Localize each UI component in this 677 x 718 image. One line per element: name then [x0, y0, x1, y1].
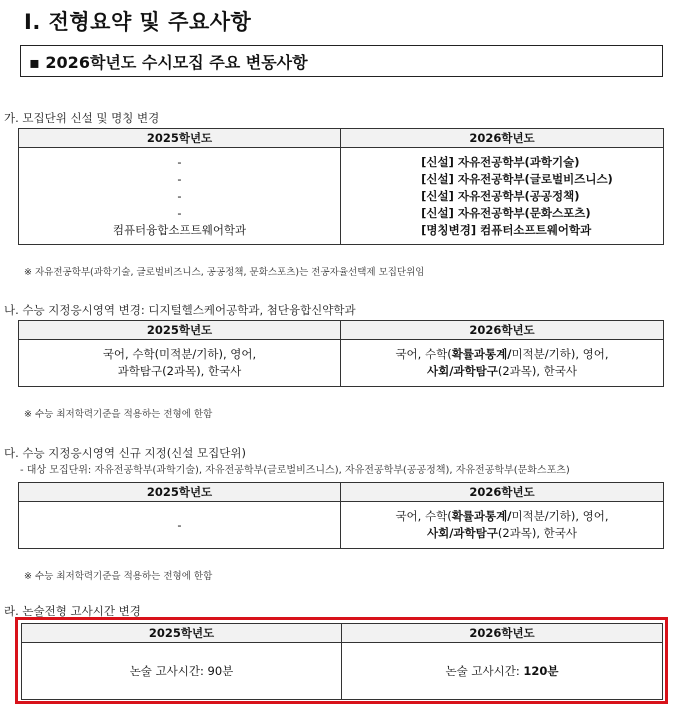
section-b-left-cell [19, 340, 341, 387]
section-c-note: ※ 수능 최저학력기준을 적용하는 전형에 한함 [24, 571, 213, 582]
table-header-row [19, 483, 664, 502]
bold-text: 사회/과학탐구 [426, 364, 498, 378]
right-line: [신설] 자유전공학부(공공정책) [421, 188, 580, 203]
right-line: [신설] 자유전공학부(글로벌비즈니스) [421, 171, 613, 186]
bold-text: 확률과통계/ [451, 347, 512, 361]
section-b-note: ※ 수능 최저학력기준을 적용하는 전형에 한함 [24, 409, 213, 420]
section-a-right-cell [341, 148, 664, 245]
table-header-row [19, 129, 664, 148]
right-line: [신설] 자유전공학부(문화스포츠) [421, 205, 591, 220]
section-c-table [18, 482, 664, 549]
right-line [347, 363, 657, 380]
bold-text: 사회/과학탐구 [426, 526, 498, 540]
col-2026: 2026학년도 [342, 624, 663, 643]
right-line [347, 525, 657, 542]
section-b-right-cell [341, 340, 664, 387]
section-a-table [18, 128, 664, 245]
table-row [19, 502, 664, 549]
table-row [19, 340, 664, 387]
text: (2과목), 한국사 [497, 364, 577, 378]
col-2025: 2025학년도 [22, 624, 342, 643]
table-row [22, 643, 663, 700]
section-d-left-cell: 논술 고사시간: 90분 [22, 643, 342, 700]
col-2025: 2025학년도 [19, 129, 341, 148]
section-c-left-cell: - [19, 502, 341, 549]
bold-text: 120분 [523, 663, 559, 678]
left-line: - [177, 205, 182, 220]
left-line: 국어, 수학(미적분/기하), 영어, [102, 347, 257, 361]
right-line: [신설] 자유전공학부(과학기술) [421, 154, 580, 169]
section-b-table [18, 320, 664, 387]
bold-text: 확률과통계/ [451, 509, 512, 523]
section-a-note: ※ 자유전공학부(과학기술, 글로벌비즈니스, 공공정책, 문화스포츠)는 전공자율선택제 모집단위임 [24, 267, 425, 278]
section-d-right-cell [342, 643, 663, 700]
left-line: 과학탐구(2과목), 한국사 [117, 364, 242, 378]
text: 논술 고사시간: [445, 663, 524, 678]
page-title: Ⅰ. 전형요약 및 주요사항 [24, 10, 252, 34]
col-2026: 2026학년도 [341, 321, 664, 340]
text: 국어, 수학( [395, 347, 452, 361]
table-row [19, 148, 664, 245]
section-b-label: 나. 수능 지정응시영역 변경: 디지털헬스케어공학과, 첨단융합신약학과 [4, 303, 356, 317]
left-line: 컴퓨터융합소프트웨어학과 [112, 222, 247, 237]
section-c-label: 다. 수능 지정응시영역 신규 지정(신설 모집단위) [4, 446, 246, 460]
section-c-sub: - 대상 모집단위: 자유전공학부(과학기술), 자유전공학부(글로벌비즈니스), 자유전공학부(공공정책), 자유전공학부(문화스포츠) [20, 465, 570, 476]
text: 미적분/기하), 영어, [511, 347, 609, 361]
text: 미적분/기하), 영어, [511, 509, 609, 523]
table-header-row [22, 624, 663, 643]
left-line: - [177, 171, 182, 186]
text: 국어, 수학( [395, 509, 452, 523]
col-2026: 2026학년도 [341, 129, 664, 148]
subtitle-box [20, 45, 663, 77]
col-2025: 2025학년도 [19, 483, 341, 502]
right-line [347, 346, 657, 363]
section-d-label: 라. 논술전형 고사시간 변경 [4, 604, 141, 618]
table-header-row [19, 321, 664, 340]
section-c-right-cell [341, 502, 664, 549]
left-line: - [177, 154, 182, 169]
col-2026: 2026학년도 [341, 483, 664, 502]
right-line [347, 508, 657, 525]
section-a-label: 가. 모집단위 신설 및 명칭 변경 [4, 111, 160, 125]
subtitle: ▪ 2026학년도 수시모집 주요 변동사항 [29, 53, 308, 72]
section-d-table [21, 623, 663, 700]
right-line: [명칭변경] 컴퓨터소프트웨어학과 [421, 222, 592, 237]
col-2025: 2025학년도 [19, 321, 341, 340]
section-a-left-cell [19, 148, 341, 245]
text: (2과목), 한국사 [497, 526, 577, 540]
left-line: - [177, 188, 182, 203]
